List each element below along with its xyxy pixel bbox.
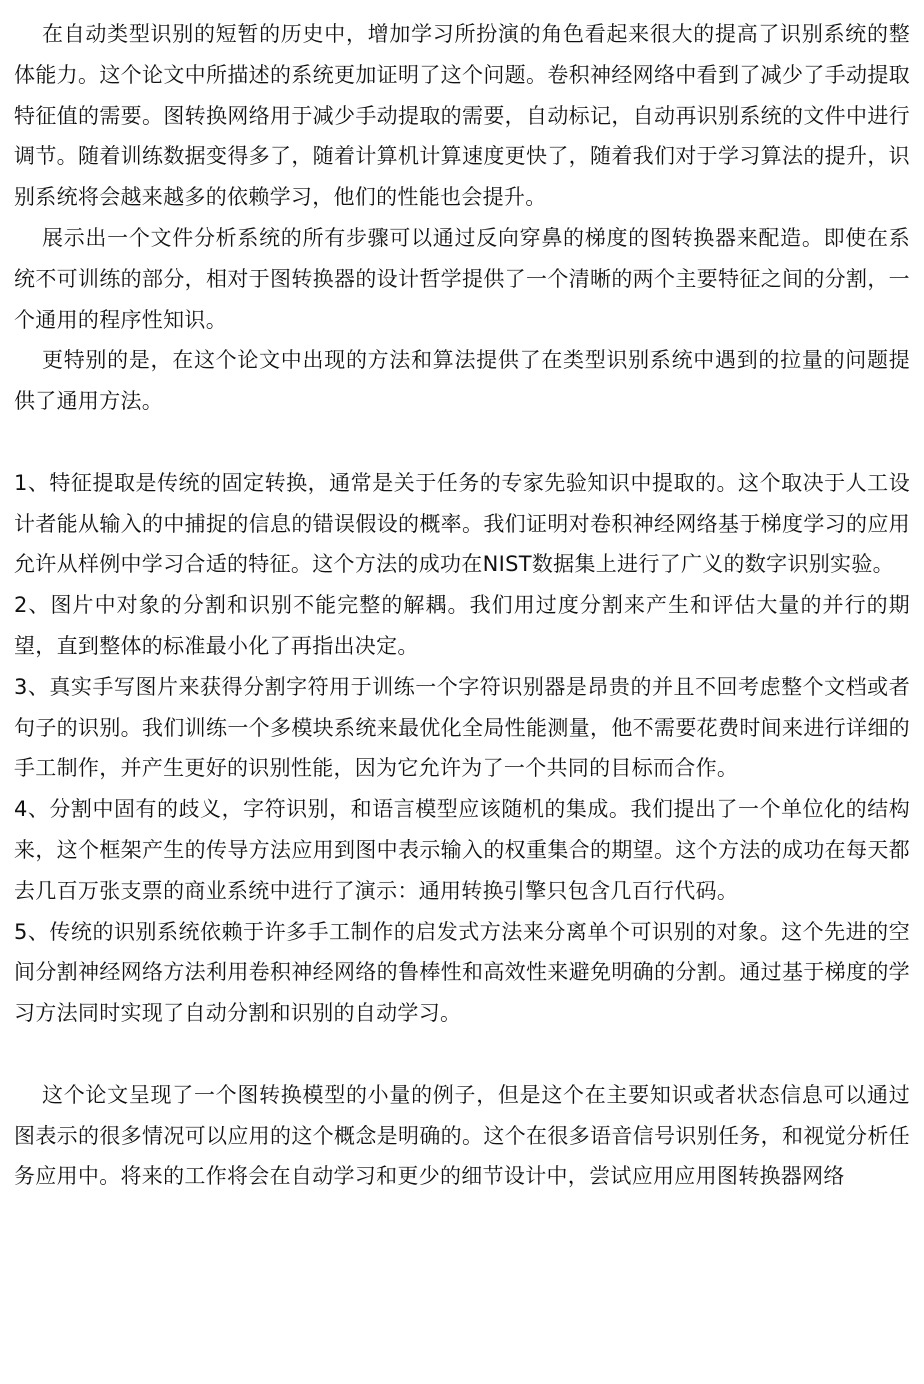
- numbered-item: 5、传统的识别系统依赖于许多手工制作的启发式方法来分离单个可识别的对象。这个先进的空间分割神经网络方法利用卷积神经网络的鲁棒性和高效性来避免明确的分割。通过基于梯度的学习方法同时实现了自动分割和识别的自动学习。: [14, 919, 910, 1026]
- blank-line: [14, 422, 910, 463]
- numbered-item: 3、真实手写图片来获得分割字符用于训练一个字符识别器是昂贵的并且不回考虑整个文档或者句子的识别。我们训练一个多模块系统来最优化全局性能测量，他不需要花费时间来进行详细的手工制作，并产生更好的识别性能，因为它允许为了一个共同的目标而合作。: [14, 674, 910, 781]
- intro-paragraph: 在自动类型识别的短暂的历史中，增加学习所扮演的角色看起来很大的提高了识别系统的整体能力。这个论文中所描述的系统更加证明了这个问题。卷积神经网络中看到了减少了手动提取特征值的需要。图转换网络用于减少手动提取的需要，自动标记，自动再识别系统的文件中进行调节。随着训练数据变得多了，随着计算机计算速度更快了，随着我们对于学习算法的提升，识别系统将会越来越多的依赖学习，他们的性能也会提升。: [14, 22, 910, 210]
- intro-paragraph: 展示出一个文件分析系统的所有步骤可以通过反向穿鼻的梯度的图转换器来配造。即使在系统不可训练的部分，相对于图转换器的设计哲学提供了一个清晰的两个主要特征之间的分割，一个通用的程序性知识。: [14, 225, 910, 332]
- blank-line: [14, 1034, 910, 1075]
- closing-paragraph: 这个论文呈现了一个图转换模型的小量的例子，但是这个在主要知识或者状态信息可以通过图表示的很多情况可以应用的这个概念是明确的。这个在很多语音信号识别任务，和视觉分析任务应用中。将来的工作将会在自动学习和更少的细节设计中，尝试应用应用图转换器网络: [14, 1082, 910, 1189]
- numbered-item: 2、图片中对象的分割和识别不能完整的解耦。我们用过度分割来产生和评估大量的并行的期望，直到整体的标准最小化了再指出决定。: [14, 593, 910, 658]
- intro-paragraph: 更特别的是，在这个论文中出现的方法和算法提供了在类型识别系统中遇到的拉量的问题提供了通用方法。: [14, 348, 910, 414]
- numbered-item: 1、特征提取是传统的固定转换，通常是关于任务的专家先验知识中提取的。这个取决于人工设计者能从输入的中捕捉的信息的错误假设的概率。我们证明对卷积神经网络基于梯度学习的应用允许从样例中学习合适的特征。这个方法的成功在NIST数据集上进行了广义的数字识别实验。: [14, 470, 910, 577]
- numbered-item: 4、分割中固有的歧义，字符识别，和语言模型应该随机的集成。我们提出了一个单位化的结构来，这个框架产生的传导方法应用到图中表示输入的权重集合的期望。这个方法的成功在每天都去几百万张支票的商业系统中进行了演示：通用转换引擎只包含几百行代码。: [14, 797, 910, 903]
